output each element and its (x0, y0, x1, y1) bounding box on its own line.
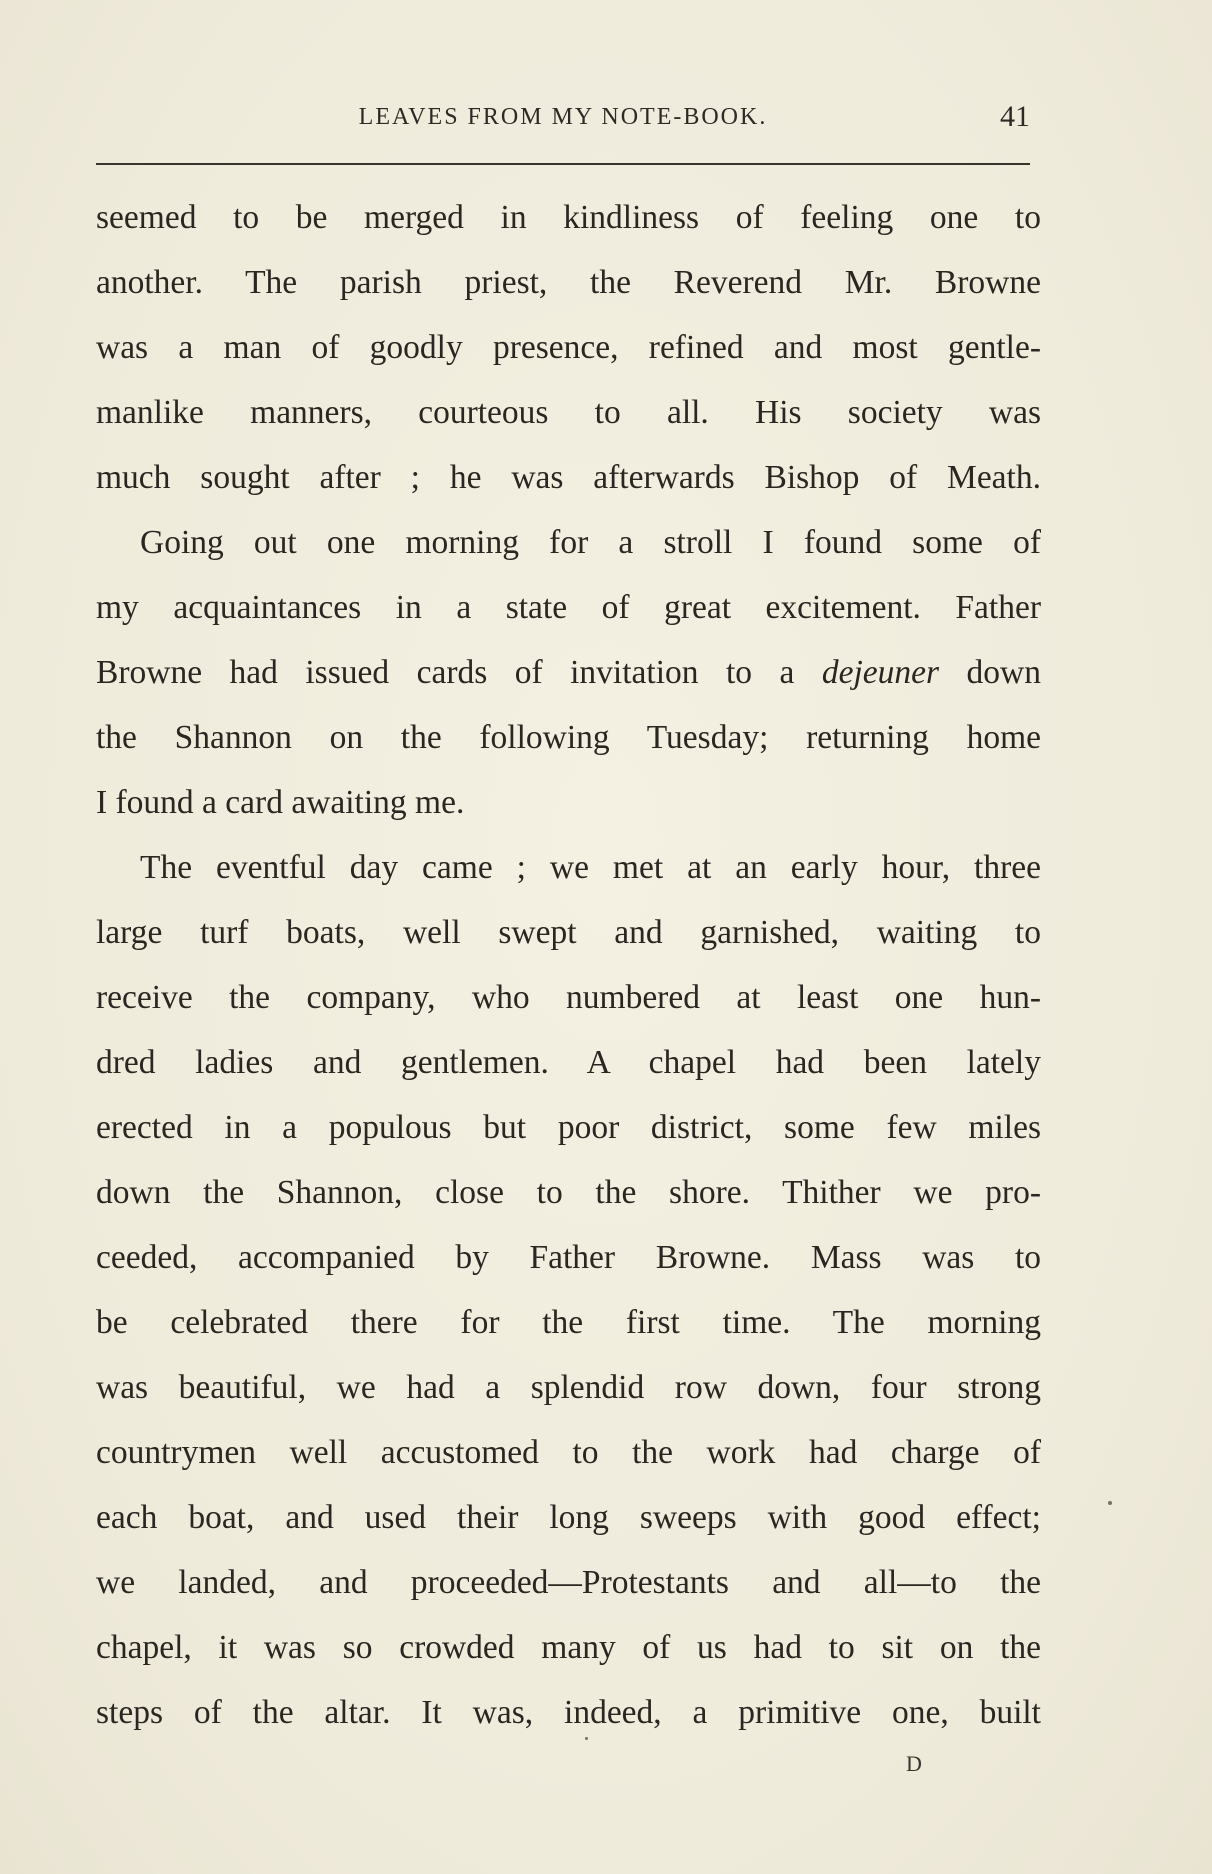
text-line: seemed to be merged in kindliness of feeling one to (96, 199, 1041, 236)
italic-word: dejeuner (821, 654, 940, 691)
running-title: LEAVES FROM MY NOTE-BOOK. (358, 104, 768, 130)
text-line: Going out one morning for a stroll I found some of (140, 524, 1041, 561)
page-number: 41 (1000, 100, 1030, 133)
text-line (96, 640, 1041, 705)
text-line: ceeded, accompanied by Father Browne. Mass was to (96, 1239, 1041, 1276)
text-line: be celebrated there for the first time. The morning (96, 1304, 1041, 1341)
text-line: manlike manners, courteous to all. His society was (96, 394, 1041, 431)
text-segment: down (939, 654, 1041, 691)
text-line: countrymen well accustomed to the work had charge of (96, 1434, 1041, 1471)
print-speck (1108, 1501, 1112, 1505)
text-line: much sought after ; he was afterwards Bishop of Meath. (96, 459, 1041, 496)
text-line: dred ladies and gentlemen. A chapel had been lately (96, 1044, 1041, 1081)
text-line: the Shannon on the following Tuesday; returning home (96, 719, 1041, 756)
text-line: another. The parish priest, the Reverend Mr. Browne (96, 264, 1041, 301)
text-line: was beautiful, we had a splendid row down, four strong (96, 1369, 1041, 1406)
body-text (96, 185, 1041, 1745)
text-line: steps of the altar. It was, indeed, a primitive one, built (96, 1694, 1041, 1731)
text-line: receive the company, who numbered at least one hun- (96, 979, 1041, 1016)
text-segment: Browne had issued cards of invitation to a (96, 654, 822, 691)
signature-mark: D (906, 1751, 923, 1776)
text-line: chapel, it was so crowded many of us had to sit on the (96, 1629, 1041, 1666)
print-speck (585, 1737, 588, 1740)
text-line: my acquaintances in a state of great excitement. Father (96, 589, 1041, 626)
text-line: was a man of goodly presence, refined and most gentle- (96, 329, 1041, 366)
text-line: large turf boats, well swept and garnished, waiting to (96, 914, 1041, 951)
text-line: each boat, and used their long sweeps with good effect; (96, 1499, 1041, 1536)
text-line: erected in a populous but poor district, some few miles (96, 1109, 1041, 1146)
page-header (96, 98, 1030, 138)
text-line: down the Shannon, close to the shore. Thither we pro- (96, 1174, 1041, 1211)
text-line: we landed, and proceeded—Protestants and all—to the (96, 1564, 1041, 1601)
text-line: The eventful day came ; we met at an early hour, three (140, 849, 1041, 886)
text-line: I found a card awaiting me. (96, 784, 465, 821)
header-rule (96, 163, 1030, 165)
